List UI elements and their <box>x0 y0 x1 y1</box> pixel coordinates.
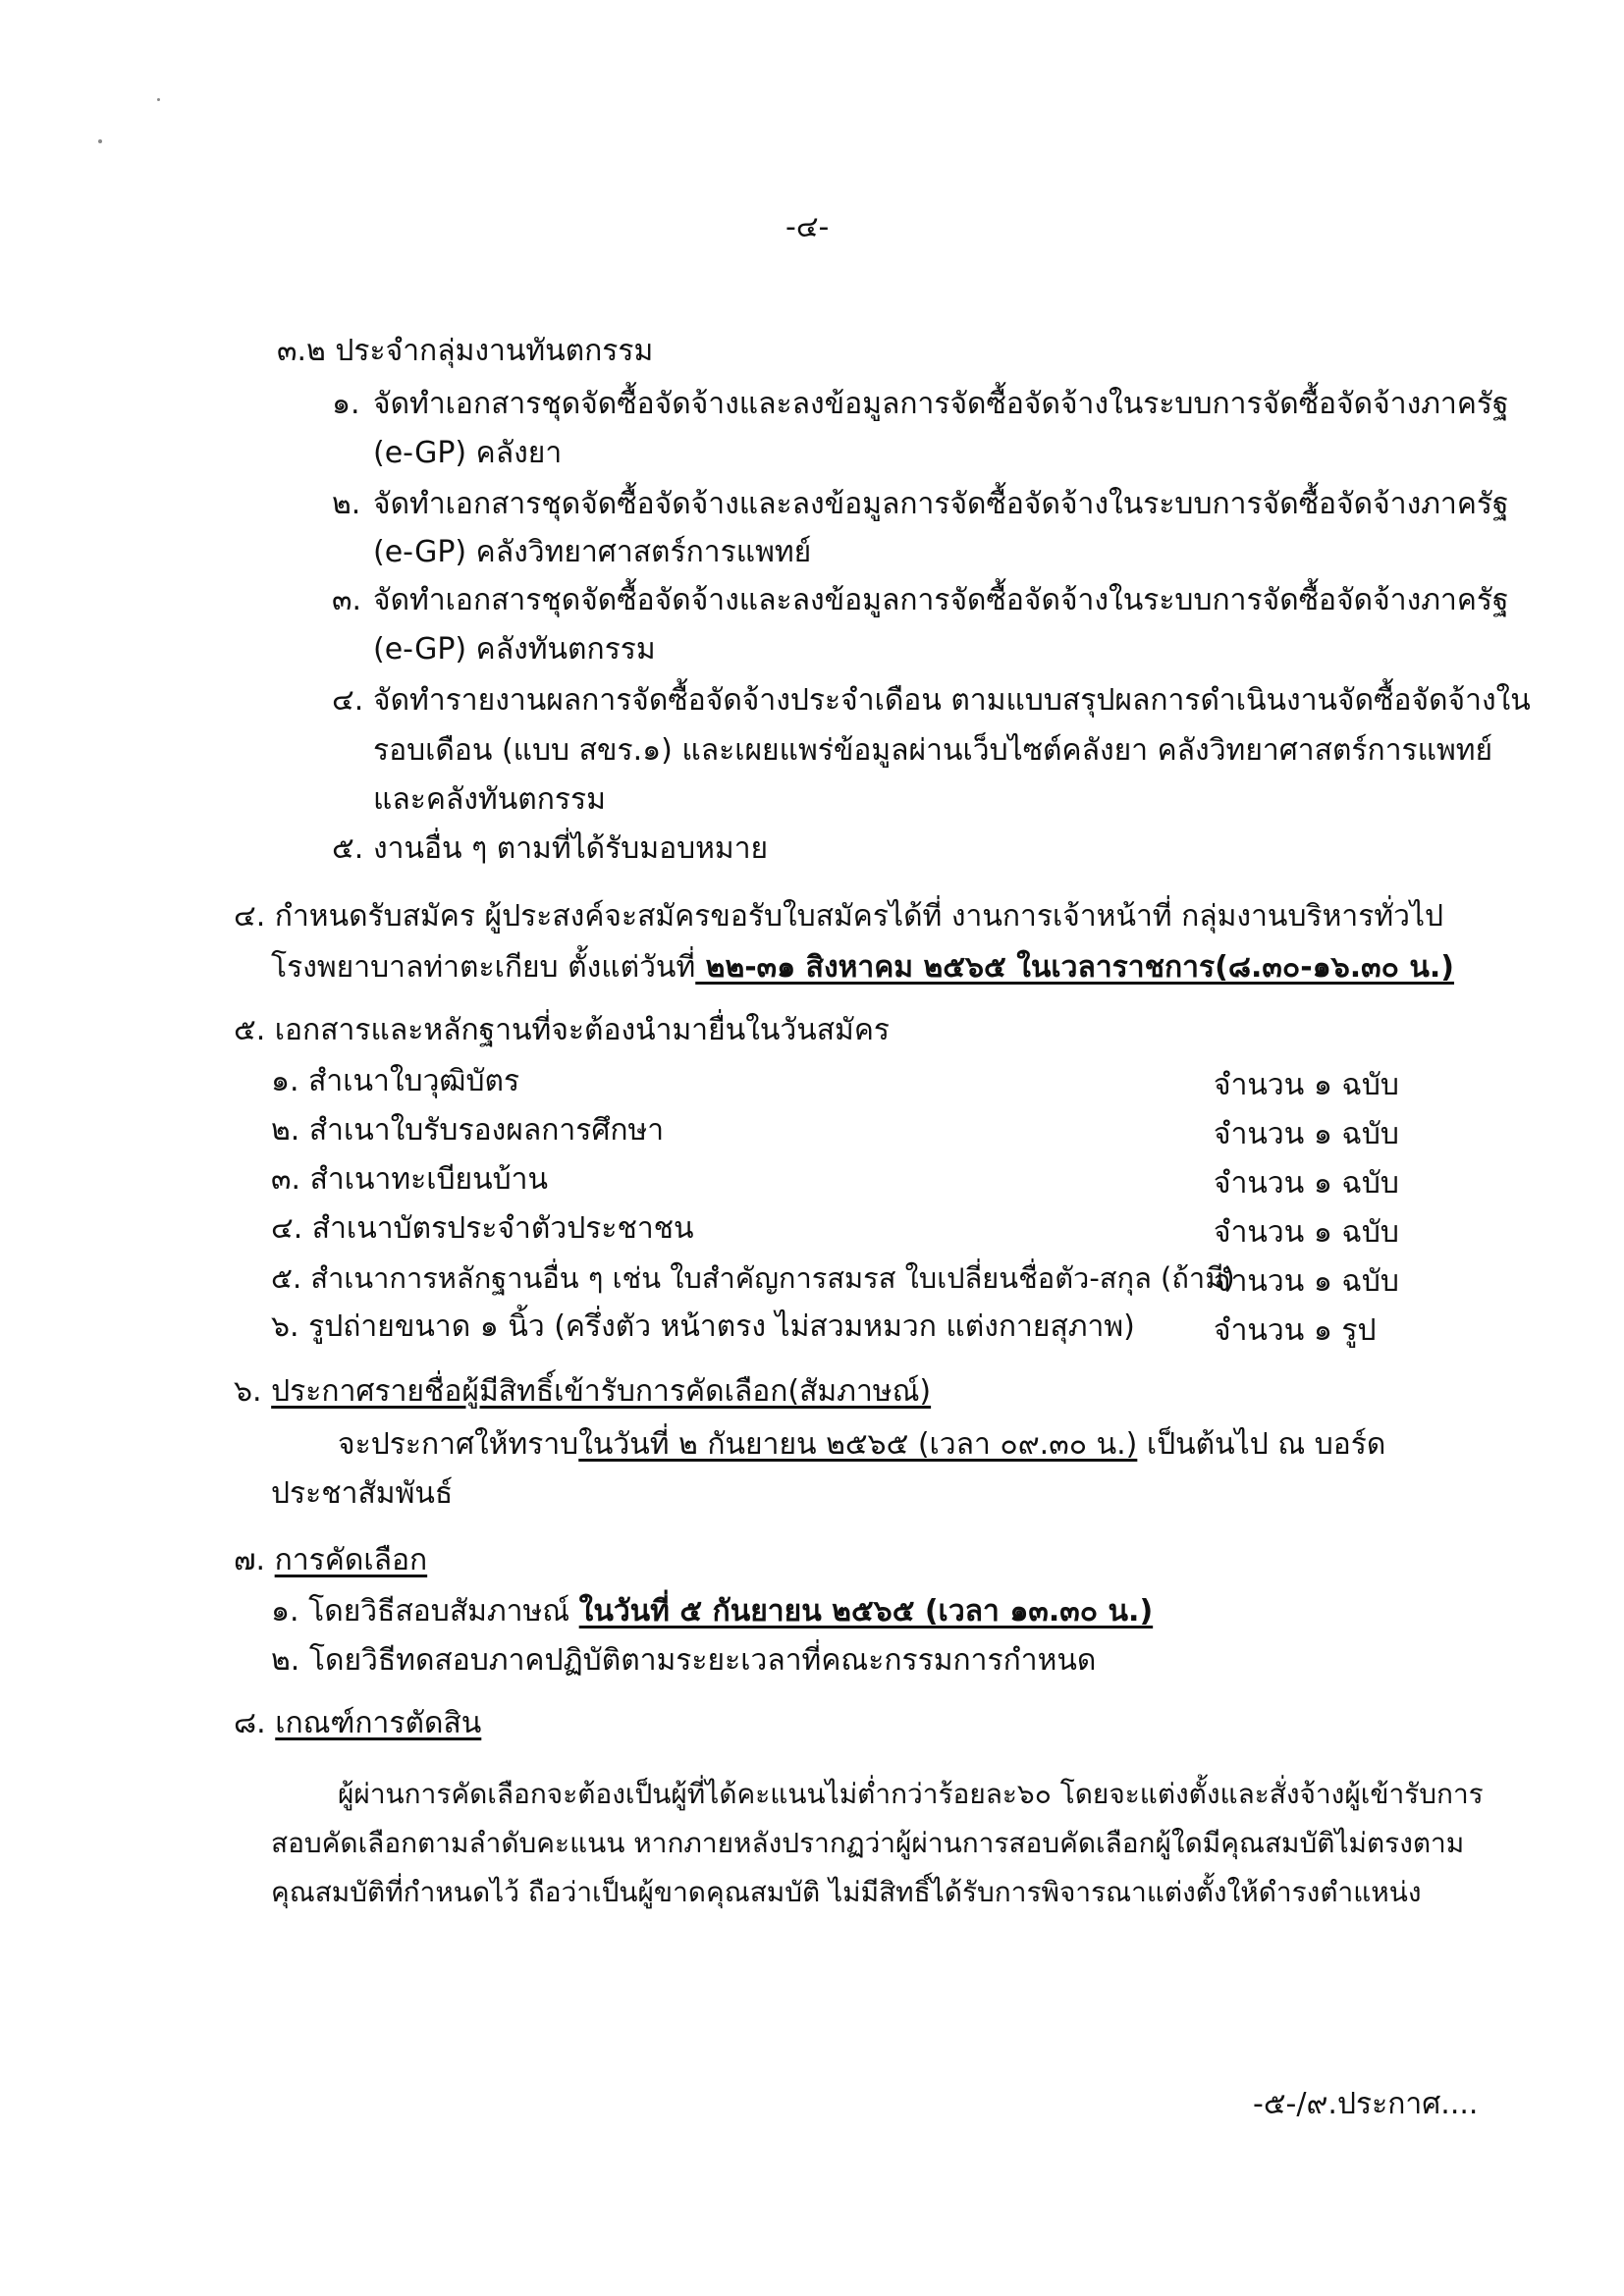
document-item: ๑. สำเนาใบวุฒิบัตร <box>271 1064 520 1098</box>
criteria-paragraph-line: คุณสมบัติที่กำหนดไว้ ถือว่าเป็นผู้ขาดคุณสมบัติ ไม่มีสิทธิ์ได้รับการพิจารณาแต่งตั้งให้ดำรงตำแหน่ง <box>271 1876 1422 1908</box>
section-6-text: เป็นต้นไป ณ บอร์ด <box>1137 1427 1386 1462</box>
selection-method <box>271 1592 1153 1631</box>
document-item: ๔. สำเนาบัตรประจำตัวประชาชน <box>271 1211 694 1246</box>
list-item-cont: (e-GP) คลังวิทยาศาสตร์การแพทย์ <box>373 535 812 569</box>
section-6-text: จะประกาศให้ทราบ <box>338 1427 579 1462</box>
list-item-num: ๓. <box>332 583 362 617</box>
scan-speck <box>157 98 160 101</box>
document-qty: จำนวน ๑ ฉบับ <box>1214 1117 1399 1151</box>
document-qty: จำนวน ๑ ฉบับ <box>1214 1166 1399 1201</box>
section-6-line <box>338 1425 1385 1465</box>
list-item-text: จัดทำเอกสารชุดจัดซื้อจัดจ้างและลงข้อมูลการจัดซื้อจัดจ้างในระบบการจัดซื้อจัดจ้างภาครัฐ <box>373 387 1509 421</box>
document-qty: จำนวน ๑ ฉบับ <box>1214 1215 1399 1250</box>
list-item-cont: และคลังทันตกรรม <box>373 782 606 817</box>
section-6-line: ประชาสัมพันธ์ <box>271 1476 454 1511</box>
list-item-text: งานอื่น ๆ ตามที่ได้รับมอบหมาย <box>373 831 769 866</box>
document-qty: จำนวน ๑ รูป <box>1214 1313 1377 1348</box>
list-item-text: จัดทำรายงานผลการจัดซื้อจัดจ้างประจำเดือน ตามแบบสรุปผลการดำเนินงานจัดซื้อจัดจ้างใน <box>373 683 1531 718</box>
section-6-heading <box>234 1372 931 1412</box>
selection-method-text: ๑. โดยวิธีสอบสัมภาษณ์ <box>271 1594 579 1629</box>
application-period: ๒๒-๓๑ สิงหาคม ๒๕๖๕ ในเวลาราชการ(๘.๓๐-๑๖.๓๐ น.) <box>695 950 1455 985</box>
scan-speck <box>98 139 102 143</box>
criteria-paragraph-line: ผู้ผ่านการคัดเลือกจะต้องเป็นผู้ที่ได้คะแนนไม่ต่ำกว่าร้อยละ๖๐ โดยจะแต่งตั้งและสั่งจ้างผู้เข้ารับการ <box>338 1778 1484 1810</box>
list-item-num: ๒. <box>332 487 361 521</box>
announcement-date: ในวันที่ ๒ กันยายน ๒๕๖๕ (เวลา ๐๙.๓๐ น.) <box>578 1427 1138 1462</box>
list-item-text: จัดทำเอกสารชุดจัดซื้อจัดจ้างและลงข้อมูลการจัดซื้อจัดจ้างในระบบการจัดซื้อจัดจ้างภาครัฐ <box>373 487 1509 521</box>
page-number: -๔- <box>785 210 830 244</box>
document-item: ๕. สำเนาการหลักฐานอื่น ๆ เช่น ใบสำคัญการสมรส ใบเปลี่ยนชื่อตัว-สกุล (ถ้ามี) <box>271 1261 1235 1295</box>
document-item: ๖. รูปถ่ายขนาด ๑ นิ้ว (ครึ่งตัว หน้าตรง ไม่สวมหมวก แต่งกายสุภาพ) <box>271 1309 1135 1344</box>
document-qty: จำนวน ๑ ฉบับ <box>1214 1264 1399 1299</box>
list-item-num: ๕. <box>332 831 364 866</box>
section-title: การคัดเลือก <box>274 1543 428 1577</box>
list-item-cont: (e-GP) คลังทันตกรรม <box>373 632 656 667</box>
list-item-num: ๔. <box>332 683 364 718</box>
section-number: ๗. <box>234 1543 266 1577</box>
section-4-line: ๔. กำหนดรับสมัคร ผู้ประสงค์จะสมัครขอรับใบสมัครได้ที่ งานการเจ้าหน้าที่ กลุ่มงานบริหารทั่วไป <box>234 899 1444 934</box>
section-number: ๖. <box>234 1374 262 1409</box>
section-8-heading <box>234 1704 481 1743</box>
selection-method: ๒. โดยวิธีทดสอบภาคปฏิบัติตามระยะเวลาที่คณะกรรมการกำหนด <box>271 1643 1097 1678</box>
list-item-text: จัดทำเอกสารชุดจัดซื้อจัดจ้างและลงข้อมูลการจัดซื้อจัดจ้างในระบบการจัดซื้อจัดจ้างภาครัฐ <box>373 583 1509 617</box>
list-item-cont: รอบเดือน (แบบ สขร.๑) และเผยแพร่ข้อมูลผ่านเว็บไซต์คลังยา คลังวิทยาศาสตร์การแพทย์ <box>373 733 1493 768</box>
criteria-paragraph-line: สอบคัดเลือกตามลำดับคะแนน หากภายหลังปรากฏว่าผู้ผ่านการสอบคัดเลือกผู้ใดมีคุณสมบัติไม่ตรงตาม <box>271 1827 1465 1859</box>
document-item: ๒. สำเนาใบรับรองผลการศึกษา <box>271 1113 665 1148</box>
document-qty: จำนวน ๑ ฉบับ <box>1214 1068 1399 1102</box>
section-7-heading <box>234 1541 427 1580</box>
section-title: ประกาศรายชื่อผู้มีสิทธิ์เข้ารับการคัดเลือก(สัมภาษณ์) <box>271 1374 932 1409</box>
section-title: เกณฑ์การตัดสิน <box>275 1706 482 1740</box>
next-page-reference: -๕-/๙.ประกาศ.... <box>1253 2087 1479 2121</box>
list-item-num: ๑. <box>332 387 360 421</box>
section-5-heading: ๕. เอกสารและหลักฐานที่จะต้องนำมายื่นในวันสมัคร <box>234 1013 890 1047</box>
section-4-text: โรงพยาบาลท่าตะเกียบ ตั้งแต่วันที่ <box>271 950 696 985</box>
section-3-2-heading: ๓.๒ ประจำกลุ่มงานทันตกรรม <box>277 334 654 368</box>
section-number: ๘. <box>234 1706 266 1740</box>
interview-date: ในวันที่ ๕ กันยายน ๒๕๖๕ (เวลา ๑๓.๓๐ น.) <box>578 1594 1154 1629</box>
section-4-line <box>271 948 1454 988</box>
list-item-cont: (e-GP) คลังยา <box>373 436 563 470</box>
document-item: ๓. สำเนาทะเบียนบ้าน <box>271 1162 549 1197</box>
